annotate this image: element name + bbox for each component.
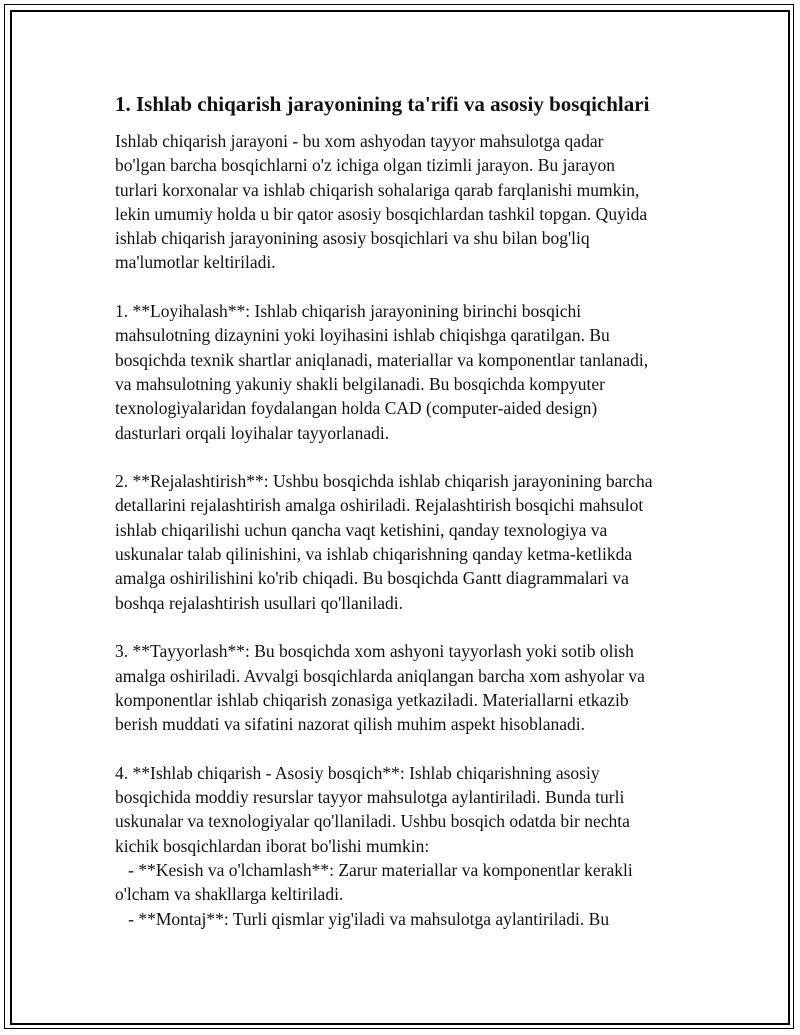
text-line: komponentlar ishlab chiqarish zonasiga yetkaziladi. Materiallarni etkazib — [115, 689, 629, 710]
text-line: dasturlari orqali loyihalar tayyorlanadi. — [115, 422, 390, 443]
text-line: uskunalar talab qilinishini, va ishlab chiqarishning qanday ketma-ketlikda — [115, 544, 633, 565]
text-line: ishlab chiqarilishi uchun qancha vaqt ketishini, qanday texnologiya va — [115, 519, 608, 540]
text-line: turlari korxonalar va ishlab chiqarish sohalariga qarab farqlanishi mumkin, — [115, 179, 640, 200]
text-line: detallarini rejalashtirish amalga oshiriladi. Rejalashtirish bosqichi mahsulot — [115, 495, 644, 516]
text-line: bosqichida moddiy resurslar tayyor mahsulotga aylantiriladi. Bunda turli — [115, 787, 625, 808]
sub-list-item-line: - **Kesish va o'lchamlash**: Zarur materiallar va komponentlar kerakli — [115, 859, 633, 880]
text-line: amalga oshiriladi. Avvalgi bosqichlarda aniqlangan barcha xom ashyolar va — [115, 665, 645, 686]
text-line: 1. **Loyihalash**: Ishlab chiqarish jarayonining birinchi bosqichi — [115, 301, 582, 322]
text-line: bosqichda texnik shartlar aniqlanadi, materiallar va komponentlar tanlanadi, — [115, 349, 649, 370]
text-line: va mahsulotning yakuniy shakli belgilanadi. Bu bosqichda kompyuter — [115, 373, 605, 394]
text-line: 2. **Rejalashtirish**: Ushbu bosqichda ishlab chiqarish jarayonining barcha — [115, 471, 653, 492]
text-line: kichik bosqichlardan iborat bo'lishi mumkin: — [115, 835, 430, 856]
text-line: amalga oshirilishini ko'rib chiqadi. Bu bosqichda Gantt diagrammalari va — [115, 568, 629, 589]
text-line: uskunalar va texnologiyalar qo'llaniladi. Ushbu bosqich odatda bir nechta — [115, 811, 630, 832]
text-line: lekin umumiy holda u bir qator asosiy bosqichlardan tashkil topgan. Quyida — [115, 203, 648, 224]
text-line: o'lcham va shakllarga keltiriladi. — [115, 884, 344, 905]
text-line: mahsulotning dizaynini yoki loyihasini ishlab chiqishga qaratilgan. Bu — [115, 325, 610, 346]
document-body — [115, 90, 690, 955]
step-3-paragraph — [115, 639, 690, 736]
text-line: Ishlab chiqarish jarayoni - bu xom ashyodan tayyor mahsulotga qadar — [115, 131, 604, 151]
sub-list-item-line: - **Montaj**: Turli qismlar yig'iladi va mahsulotga aylantiriladi. Bu — [115, 908, 610, 929]
step-1-paragraph — [115, 299, 690, 445]
text-line: texnologiyalaridan foydalangan holda CAD (computer-aided design) — [115, 398, 598, 419]
text-line: bo'lgan barcha bosqichlarni o'z ichiga olgan tizimli jarayon. Bu jarayon — [115, 155, 616, 176]
text-line: berish muddati va sifatini nazorat qilish muhim aspekt hisoblanadi. — [115, 714, 585, 735]
text-line: ma'lumotlar keltiriladi. — [115, 252, 276, 273]
text-line: 3. **Tayyorlash**: Bu bosqichda xom ashyoni tayyorlash yoki sotib olish — [115, 641, 634, 662]
text-line: 4. **Ishlab chiqarish - Asosiy bosqich**: Ishlab chiqarishning asosiy — [115, 762, 600, 783]
text-line: boshqa rejalashtirish usullari qo'llaniladi. — [115, 592, 403, 613]
step-4-paragraph — [115, 761, 690, 931]
intro-paragraph — [115, 129, 690, 275]
step-2-paragraph — [115, 469, 690, 615]
text-line: ishlab chiqarish jarayonining asosiy bosqichlari va shu bilan bog'liq — [115, 228, 590, 249]
section-heading: 1. Ishlab chiqarish jarayonining ta'rifi va asosiy bosqichlari — [115, 92, 650, 116]
